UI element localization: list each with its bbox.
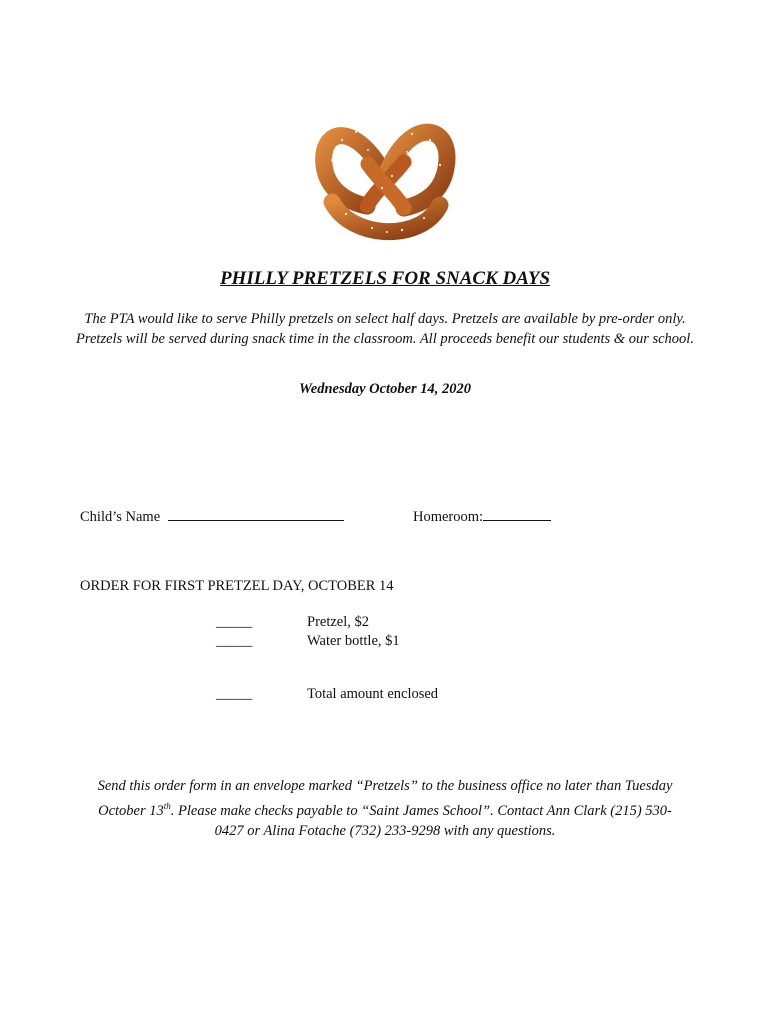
child-name-row: [80, 508, 344, 526]
pretzel-item-label: Pretzel, $2: [307, 614, 370, 630]
total-amount-label: Total amount enclosed: [307, 686, 439, 702]
footer-payable-text: . Please make checks payable to “Saint James School”. Contact Ann Clark (215) 530-: [170, 802, 672, 819]
footer-instructions: [65, 776, 705, 841]
water-item-label: Water bottle, $1: [307, 633, 400, 649]
order-heading: ORDER FOR FIRST PRETZEL DAY, OCTOBER 14: [80, 578, 394, 594]
footer-line-2: [65, 796, 705, 821]
intro-paragraph: The PTA would like to serve Philly pretzels on select half days. Pretzels are available by pre-order only. Pretzels will be served during snack time in the classroom. All proceeds benefit our students & our school.: [76, 311, 694, 347]
homeroom-row: [413, 508, 551, 526]
child-name-label: Child’s Name: [80, 509, 161, 525]
homeroom-label: Homeroom:: [413, 509, 484, 525]
footer-date: October 13: [98, 802, 164, 819]
total-amount-blank[interactable]: _____: [216, 686, 253, 702]
footer-line-3: 0427 or Alina Fotache (732) 233-9298 with any questions.: [214, 822, 556, 839]
water-qty-blank[interactable]: _____: [216, 633, 253, 649]
footer-line-1: Send this order form in an envelope marked “Pretzels” to the business office no later than Tuesday: [97, 778, 673, 794]
page-title: PHILLY PRETZELS FOR SNACK DAYS: [219, 268, 551, 289]
pretzel-qty-blank[interactable]: _____: [216, 614, 253, 630]
child-name-field[interactable]: [168, 508, 344, 521]
event-date: Wednesday October 14, 2020: [298, 381, 472, 397]
footer-date-suffix: th: [163, 801, 171, 811]
homeroom-field[interactable]: [483, 508, 551, 521]
pretzel-image: [312, 110, 458, 248]
